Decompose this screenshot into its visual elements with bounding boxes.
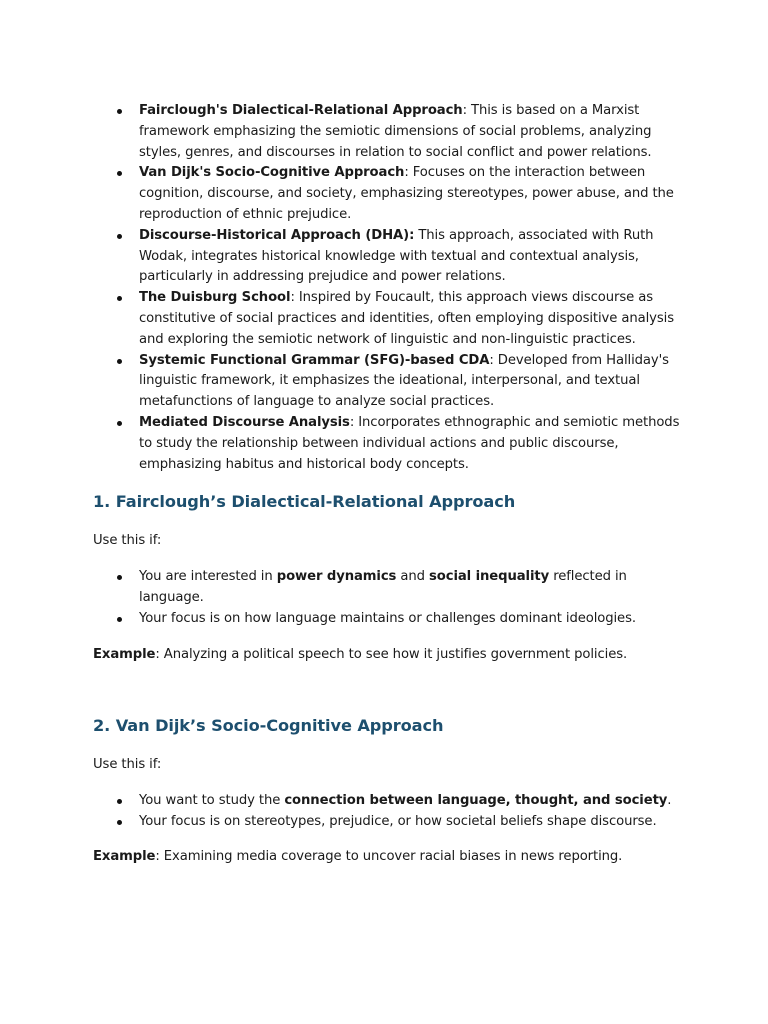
list-item (93, 163, 683, 225)
text-fragment: Your focus is on how language maintains or challenges dominant ideologies. (139, 610, 636, 626)
approach-term: Fairclough's Dialectical-Relational Approach (139, 103, 463, 118)
criteria-list (93, 567, 683, 629)
approach-description: : Incorporates ethnographic and semiotic methods to study the relationship between individual actions and public discourse, emphasizing habitus and historical body concepts. (139, 414, 680, 472)
approach-term: Mediated Discourse Analysis (139, 414, 350, 430)
criteria-list (93, 791, 683, 833)
emphasis-text: power dynamics (276, 569, 397, 585)
example-label: Example (93, 848, 156, 864)
list-item (93, 812, 683, 833)
approaches-list (93, 101, 683, 475)
text-fragment: Your focus is on stereotypes, prejudice, or how societal beliefs shape discourse. (139, 813, 657, 829)
approach-term: Systemic Functional Grammar (SFG)-based CDA (139, 352, 490, 368)
use-this-if-label: Use this if: (93, 533, 162, 549)
section-heading-van-dijk: 2. Van Dijk’s Socio-Cognitive Approach (93, 716, 444, 736)
text-fragment: reflected in language. (139, 569, 627, 605)
approach-description: : Focuses on the interaction between cognition, discourse, and society, emphasizing stereotypes, power abuse, and the reproduction of ethnic prejudice. (139, 165, 674, 222)
list-item (93, 567, 683, 609)
approach-description: : Developed from Halliday's linguistic framework, it emphasizes the ideational, interpersonal, and textual metafunctions of language to analyze social practices. (139, 352, 669, 410)
emphasis-text: connection between language, thought, and society (284, 793, 668, 809)
list-item (93, 226, 683, 288)
example-label: Example (93, 646, 156, 662)
approach-description: : This is based on a Marxist framework emphasizing the semiotic dimensions of social problems, analyzing styles, genres, and discourses in relation to social conflict and power relations. (139, 103, 652, 160)
use-this-if-label: Use this if: (93, 757, 162, 773)
list-item (93, 791, 683, 812)
list-item (93, 413, 683, 475)
list-item (93, 609, 683, 630)
example-paragraph (93, 645, 683, 666)
list-item (93, 351, 683, 413)
text-fragment: . (667, 793, 672, 809)
text-fragment: You want to study the (139, 793, 285, 809)
section-heading-fairclough: 1. Fairclough’s Dialectical-Relational Approach (93, 492, 516, 512)
approach-term: The Duisburg School (139, 290, 291, 306)
approach-term: Van Dijk's Socio-Cognitive Approach (139, 165, 405, 181)
emphasis-text: social inequality (429, 569, 550, 585)
example-text: : Examining media coverage to uncover racial biases in news reporting. (155, 848, 623, 864)
example-paragraph (93, 847, 683, 868)
approach-description: : Inspired by Foucault, this approach views discourse as constitutive of social practices and identities, often employing dispositive analysis and exploring the semiotic network of linguistic and non-linguistic practices. (139, 290, 674, 347)
list-item (93, 101, 683, 163)
document-content (93, 101, 683, 868)
approach-description: This approach, associated with Ruth Wodak, integrates historical knowledge with textual and contextual analysis, particularly in addressing prejudice and power relations. (139, 227, 654, 285)
text-fragment: and (396, 569, 430, 585)
approach-term: Discourse-Historical Approach (DHA): (139, 227, 415, 243)
text-fragment: You are interested in (139, 569, 277, 585)
list-item (93, 288, 683, 350)
example-text: : Analyzing a political speech to see how it justifies government policies. (155, 646, 628, 662)
